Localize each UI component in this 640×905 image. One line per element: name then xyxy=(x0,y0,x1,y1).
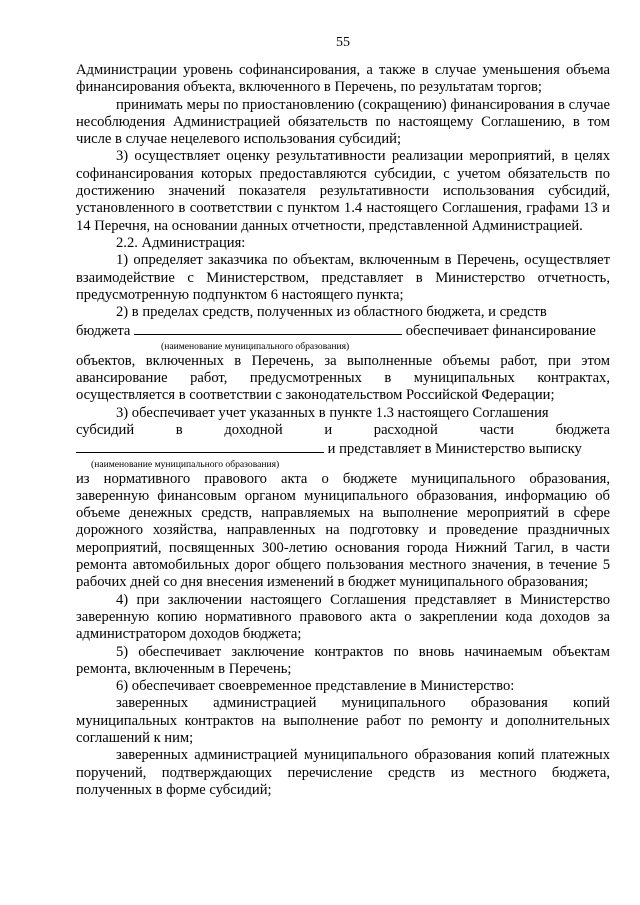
paragraph: 6) обеспечивает своевременное представление в Министерство: xyxy=(116,678,515,695)
paragraph: 2) в пределах средств, полученных из областного бюджета, и средств xyxy=(116,304,547,321)
blank-line xyxy=(134,321,402,335)
inline-text: обеспечивает финансирование xyxy=(405,323,596,340)
paragraph: принимать меры по приостановлению (сокращению) финансирования в случае несоблюдения Администрацией обязательств по настоящему Соглашению, в том числе в случае нецелевого использования субсидий; xyxy=(76,96,610,148)
paragraph: 5) обеспечивает заключение контрактов по вновь начинаемым объектам ремонта, включенным в Перечень; xyxy=(76,643,610,677)
word: и xyxy=(324,421,333,438)
paragraph: заверенных администрацией муниципального образования копий платежных поручений, подтверждающих перечисление средств из местного бюджета, полученных в форме субсидий; xyxy=(76,747,610,798)
word: бюджета xyxy=(555,421,610,438)
blank-line xyxy=(76,439,324,453)
word: расходной xyxy=(373,421,438,438)
field-caption: (наименование муниципального образования) xyxy=(91,458,280,470)
paragraph: 4) при заключении настоящего Соглашения представляет в Министерство заверенную копию нормативного правового акта о закреплении кода доходов за администратором доходов бюджета; xyxy=(76,591,610,643)
word: доходной xyxy=(224,421,283,438)
word: части xyxy=(479,421,514,438)
field-caption: (наименование муниципального образования) xyxy=(161,340,350,352)
paragraph: Администрации уровень софинансирования, а также в случае уменьшения объема финансирования объекта, включенного в Перечень, по результатам торгов; xyxy=(76,62,610,96)
inline-text: и представляет в Министерство выписку xyxy=(327,441,582,458)
page-number: 55 xyxy=(336,35,350,50)
inline-text: бюджета xyxy=(76,323,131,340)
paragraph: 1) определяет заказчика по объектам, включенным в Перечень, осуществляет взаимодействие с Министерством, представляет в Министерство отчетность, предусмотренную подпунктом 6 настоящего пункта; xyxy=(76,252,610,303)
document-body xyxy=(76,62,610,799)
paragraph-line-with-blank xyxy=(76,321,610,340)
paragraph: 3) осуществляет оценку результативности реализации мероприятий, в целях софинансирования которых предоставляются субсидии, с учетом обязательств по достижению значений показателя результативности использования субсидий, установленного в соответствии с пунктом 1.4 настоящего Соглашения, графами 13 и 14 Перечня, на основании данных отчетности, представленной Администрацией. xyxy=(76,148,610,234)
paragraph: заверенных администрацией муниципального образования копий муниципальных контрактов на выполнение работ по ремонту и дополнительных соглашений к ним; xyxy=(76,695,610,746)
section-heading: 2.2. Администрация: xyxy=(116,234,246,251)
paragraph: объектов, включенных в Перечень, за выполненные объемы работ, при этом авансирование работ, предусмотренных в муниципальных контрактах, осуществляется в соответствии с законодательством Российской Федерации; xyxy=(76,352,610,404)
word: субсидий xyxy=(76,421,135,438)
word: в xyxy=(175,421,183,438)
paragraph-line-with-blank xyxy=(76,439,610,458)
paragraph: из нормативного правового акта о бюджете муниципального образования, заверенную финансовым органом муниципального образования, информацию об объеме денежных средств, направляемых на выполнение мероприятий в сфере дорожного хозяйства, направленных на подготовку и проведение праздничных мероприятий, посвященных 300-летию основания города Нижний Тагил, в части ремонта автомобильных дорог общего пользования местного значения, в течение 5 рабочих дней со дня внесения изменений в бюджет муниципального образования; xyxy=(76,470,610,591)
paragraph: 3) обеспечивает учет указанных в пункте 1.3 настоящего Соглашения xyxy=(116,404,549,421)
spaced-line xyxy=(76,422,610,439)
